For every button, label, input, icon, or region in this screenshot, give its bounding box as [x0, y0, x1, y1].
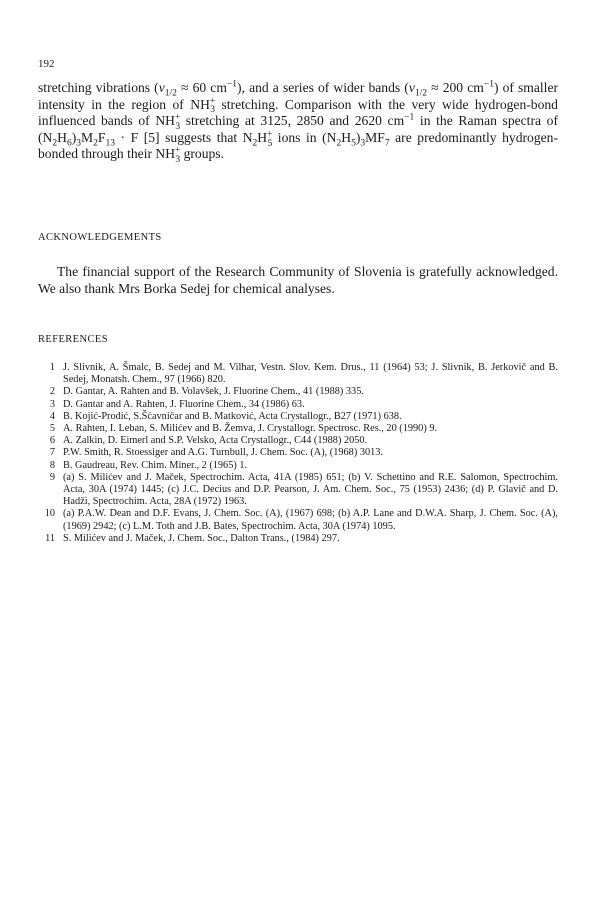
body-paragraph: stretching vibrations ($\nu_{1/2} \approx 60$ $cm^{-1}$), and a series of wider bands ($\nu_{1/2} \approx 200$ $cm^{-1}$) of smaller intensity in the region of $NH^+_3$ stretching. Comparison with the very wide hydrogen-bond influenced bands of $NH^+_3$ stretching at 3125, 2850 and 2620 $cm^{-1}$ in the Raman spectra of $(N_2H_6)_3M_2F_{13} \cdot F$ [5] suggests that $N_2H^+_5$ ions in $(N_2H_5)_3MF_7$ are predominantly hydrogen-bonded through their $NH^+_3$ groups. [38, 79, 559, 166]
reference-text: A. Zalkin, D. Eimerl and S.P. Velsko, Acta Crystallogr., C44 (1988) 2050. [63, 435, 368, 447]
reference-text: D. Gantar and A. Rahten, J. Fluorine Chem., 34 (1986) 63. [63, 398, 305, 410]
reference-item [38, 508, 558, 532]
reference-item [38, 362, 558, 386]
reference-number: 8 [49, 459, 55, 471]
reference-text: S. Milićev and J. Maček, J. Chem. Soc., Dalton Trans., (1984) 297. [63, 532, 340, 544]
reference-text: D. Gantar, A. Rahten and B. Volavšek, J. Fluorine Chem., 41 (1988) 335. [63, 386, 364, 398]
reference-text: P.W. Smith, R. Stoessiger and A.G. Turnbull, J. Chem. Soc. (A), (1968) 3013. [63, 447, 383, 459]
acknowledgements-heading: ACKNOWLEDGEMENTS [38, 232, 162, 243]
reference-number: 4 [49, 410, 55, 422]
reference-number: 11 [45, 532, 55, 544]
reference-number: 10 [44, 508, 55, 520]
reference-text: (a) S. Milićev and J. Maček, Spectrochim. Acta, 41A (1985) 651; (b) V. Schettino and R.E. Salomon, Spectrochim. Acta, 30A (1974) 1445; (c) J.C. Decius and D.P. Pearson, J. Am. Chem. Soc., 75 (1953) 2436; (d) P. Glavič and D. Hadži, Spectrochim. Acta, 28A (1972) 1963. [63, 471, 558, 508]
reference-item [38, 533, 558, 545]
reference-text: B. Kojić-Prodić, S.Šćavničar and B. Matković, Acta Crystallogr., B27 (1971) 638. [63, 410, 402, 422]
reference-item [38, 386, 558, 398]
reference-item [38, 399, 558, 411]
references-list [38, 362, 558, 545]
reference-item [38, 435, 558, 447]
reference-number: 6 [49, 435, 55, 447]
reference-text: B. Gaudreau, Rev. Chim. Miner., 2 (1965) 1. [63, 459, 248, 471]
reference-number: 3 [49, 398, 55, 410]
reference-item [38, 472, 558, 509]
reference-text: J. Slivnik, A. Šmalc, B. Sedej and M. Vilhar, Vestn. Slov. Kem. Drus., 11 (1964) 53; J. Slivnik, B. Jerkovič and B. Sedej, Monatsh. Chem., 97 (1966) 820. [63, 362, 558, 386]
reference-number: 7 [49, 447, 55, 459]
reference-item [38, 447, 558, 459]
reference-item [38, 423, 558, 435]
reference-text: (a) P.A.W. Dean and D.F. Evans, J. Chem. Soc. (A), (1967) 698; (b) A.P. Lane and D.W.A. Sharp, J. Chem. Soc. (A), (1969) 2942; (c) L.M. Toth and J.B. Bates, Spectrochim. Acta, 30A (1974) 1095. [63, 508, 558, 532]
reference-number: 5 [49, 423, 55, 435]
reference-number: 1 [49, 362, 55, 373]
references-heading: REFERENCES [38, 334, 108, 345]
reference-item [38, 460, 558, 472]
reference-number: 2 [49, 386, 55, 398]
reference-number: 9 [49, 471, 55, 483]
reference-item [38, 411, 558, 423]
reference-text: A. Rahten, I. Leban, S. Milićev and B. Žemva, J. Crystallogr. Spectrosc. Res., 20 (1990) 9. [63, 423, 438, 435]
page-number: 192 [38, 58, 55, 70]
acknowledgements-text: The financial support of the Research Community of Slovenia is gratefully acknowledged. We also thank Mrs Borka Sedej for chemical analyses. [38, 264, 558, 296]
